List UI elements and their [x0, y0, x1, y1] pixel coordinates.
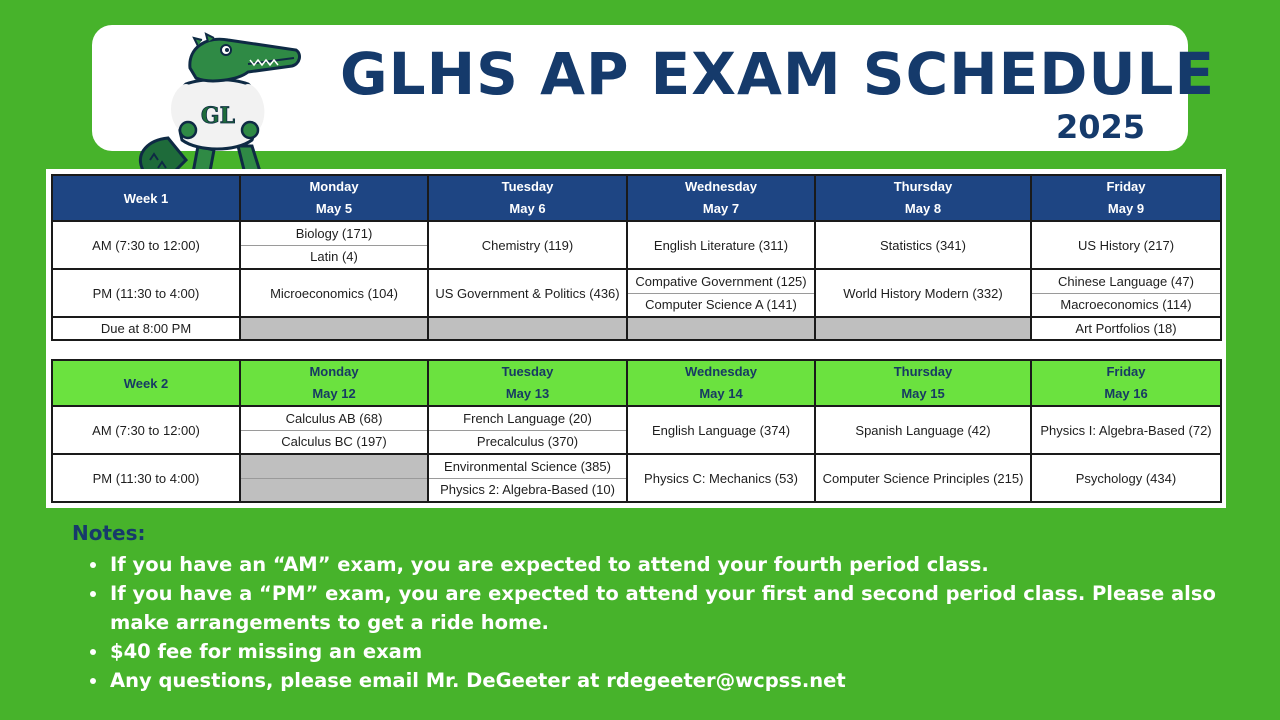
week1-date-friday: May 9: [1031, 197, 1221, 221]
exam-cell: Physics C: Mechanics (53): [627, 454, 815, 502]
exam-cell: Microeconomics (104): [240, 269, 428, 317]
week2-day-wednesday: Wednesday: [627, 360, 815, 382]
note-item: Any questions, please email Mr. DeGeeter at rdegeeter@wcpss.net: [110, 666, 1230, 695]
week2-am-label: AM (7:30 to 12:00): [52, 406, 240, 454]
week1-day-wednesday: Wednesday: [627, 175, 815, 197]
week2-day-thursday: Thursday: [815, 360, 1031, 382]
week2-date-friday: May 16: [1031, 382, 1221, 406]
exam-cell: US Government & Politics (436): [428, 269, 627, 317]
exam-cell: Chemistry (119): [428, 221, 627, 269]
exam-cell: Calculus BC (197): [240, 430, 428, 454]
exam-cell: Computer Science A (141): [627, 293, 815, 317]
week2-day-monday: Monday: [240, 360, 428, 382]
empty-cell: [240, 317, 428, 340]
exam-cell: Spanish Language (42): [815, 406, 1031, 454]
week1-date-monday: May 5: [240, 197, 428, 221]
week2-day-tuesday: Tuesday: [428, 360, 627, 382]
page-year: 2025: [1056, 108, 1146, 146]
exam-cell: French Language (20): [428, 406, 627, 430]
exam-cell: Computer Science Principles (215): [815, 454, 1031, 502]
week2-date-wednesday: May 14: [627, 382, 815, 406]
exam-cell: English Language (374): [627, 406, 815, 454]
week2-date-thursday: May 15: [815, 382, 1031, 406]
gator-mascot-logo: [128, 28, 308, 186]
exam-cell: Physics 2: Algebra-Based (10): [428, 478, 627, 502]
empty-cell: [240, 478, 428, 502]
week1-am-label: AM (7:30 to 12:00): [52, 221, 240, 269]
week1-pm-label: PM (11:30 to 4:00): [52, 269, 240, 317]
week1-day-thursday: Thursday: [815, 175, 1031, 197]
note-item: If you have a “PM” exam, you are expected to attend your first and second period class. Please also make arrangements to get a ride home.: [110, 579, 1230, 637]
schedule-table: [46, 169, 1226, 508]
empty-cell: [428, 317, 627, 340]
week1-day-friday: Friday: [1031, 175, 1221, 197]
page-title: GLHS AP EXAM SCHEDULE: [340, 40, 1216, 108]
exam-cell: Calculus AB (68): [240, 406, 428, 430]
exam-cell: World History Modern (332): [815, 269, 1031, 317]
week2-pm-label: PM (11:30 to 4:00): [52, 454, 240, 502]
exam-cell: US History (217): [1031, 221, 1221, 269]
exam-cell: Physics I: Algebra-Based (72): [1031, 406, 1221, 454]
exam-cell: Environmental Science (385): [428, 454, 627, 478]
week2-day-friday: Friday: [1031, 360, 1221, 382]
note-item: If you have an “AM” exam, you are expected to attend your fourth period class.: [110, 550, 1230, 579]
exam-cell: Psychology (434): [1031, 454, 1221, 502]
exam-cell: Statistics (341): [815, 221, 1031, 269]
week2-table: [51, 359, 1222, 503]
week1-due-label: Due at 8:00 PM: [52, 317, 240, 340]
week1-table: [51, 174, 1222, 341]
week2-label: Week 2: [52, 360, 240, 406]
week1-date-thursday: May 8: [815, 197, 1031, 221]
empty-cell: [627, 317, 815, 340]
exam-cell: Art Portfolios (18): [1031, 317, 1221, 340]
week1-date-tuesday: May 6: [428, 197, 627, 221]
note-item: $40 fee for missing an exam: [110, 637, 1230, 666]
exam-cell: Chinese Language (47): [1031, 269, 1221, 293]
exam-cell: Biology (171): [240, 221, 428, 245]
exam-cell: Precalculus (370): [428, 430, 627, 454]
empty-cell: [240, 454, 428, 478]
exam-cell: Compative Government (125): [627, 269, 815, 293]
exam-cell: Macroeconomics (114): [1031, 293, 1221, 317]
mascot-monogram: GL: [200, 103, 236, 129]
notes-heading: Notes:: [72, 521, 146, 545]
week1-date-wednesday: May 7: [627, 197, 815, 221]
exam-cell: English Literature (311): [627, 221, 815, 269]
week2-date-tuesday: May 13: [428, 382, 627, 406]
week1-label: Week 1: [52, 175, 240, 221]
exam-cell: Latin (4): [240, 245, 428, 269]
notes-list: [110, 550, 1230, 695]
week1-day-monday: Monday: [240, 175, 428, 197]
week2-date-monday: May 12: [240, 382, 428, 406]
empty-cell: [815, 317, 1031, 340]
week1-day-tuesday: Tuesday: [428, 175, 627, 197]
